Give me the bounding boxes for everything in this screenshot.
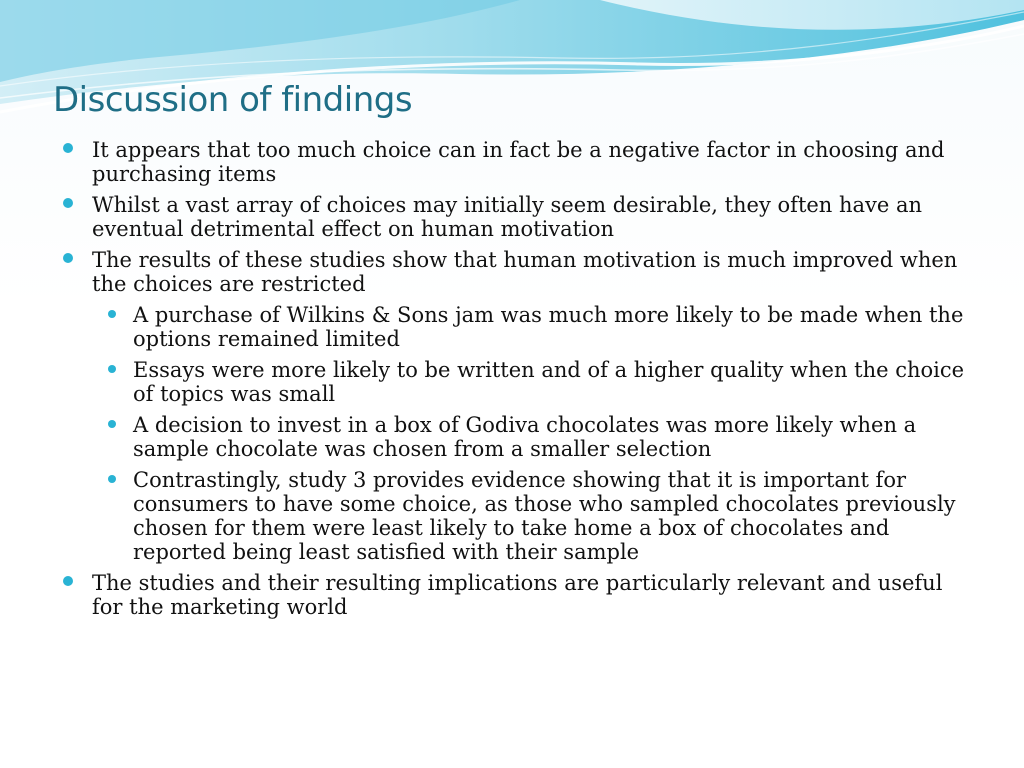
bullet-dot-icon — [63, 198, 73, 208]
bullet-list — [62, 138, 972, 619]
sub-bullet-item — [62, 358, 972, 406]
bullet-text: The results of these studies show that human motivation is much improved when the choices are restricted — [92, 248, 958, 296]
sub-bullet-item — [62, 413, 972, 461]
bullet-item — [62, 193, 972, 241]
bullet-dot-icon — [63, 143, 73, 153]
sub-bullet-text: A purchase of Wilkins & Sons jam was much more likely to be made when the options remained limited — [133, 303, 964, 351]
slide-title: Discussion of findings — [53, 80, 413, 120]
sub-bullet-text: Essays were more likely to be written and of a higher quality when the choice of topics was small — [133, 358, 965, 406]
sub-bullet-item — [62, 468, 972, 564]
sub-bullet-item — [62, 303, 972, 351]
sub-bullet-text: Contrastingly, study 3 provides evidence showing that it is important for consumers to have some choice, as those who sampled chocolates previously chosen for them were least likely to take home a box of chocolates and reported being least satisfied with their sample — [133, 468, 956, 564]
sub-bullet-dot-icon — [108, 475, 116, 483]
bullet-dot-icon — [63, 576, 73, 586]
bullet-text: The studies and their resulting implications are particularly relevant and useful for the marketing world — [92, 571, 943, 619]
bullet-item — [62, 138, 972, 186]
bullet-dot-icon — [63, 253, 73, 263]
sub-bullet-text: A decision to invest in a box of Godiva chocolates was more likely when a sample chocolate was chosen from a smaller selection — [133, 413, 917, 461]
sub-bullet-dot-icon — [108, 310, 116, 318]
slide-content — [62, 138, 972, 626]
bullet-item — [62, 248, 972, 296]
bullet-item — [62, 571, 972, 619]
bullet-text: Whilst a vast array of choices may initially seem desirable, they often have an eventual detrimental effect on human motivation — [92, 193, 923, 241]
bullet-text: It appears that too much choice can in fact be a negative factor in choosing and purchasing items — [92, 138, 945, 186]
sub-bullet-dot-icon — [108, 420, 116, 428]
sub-bullet-dot-icon — [108, 365, 116, 373]
